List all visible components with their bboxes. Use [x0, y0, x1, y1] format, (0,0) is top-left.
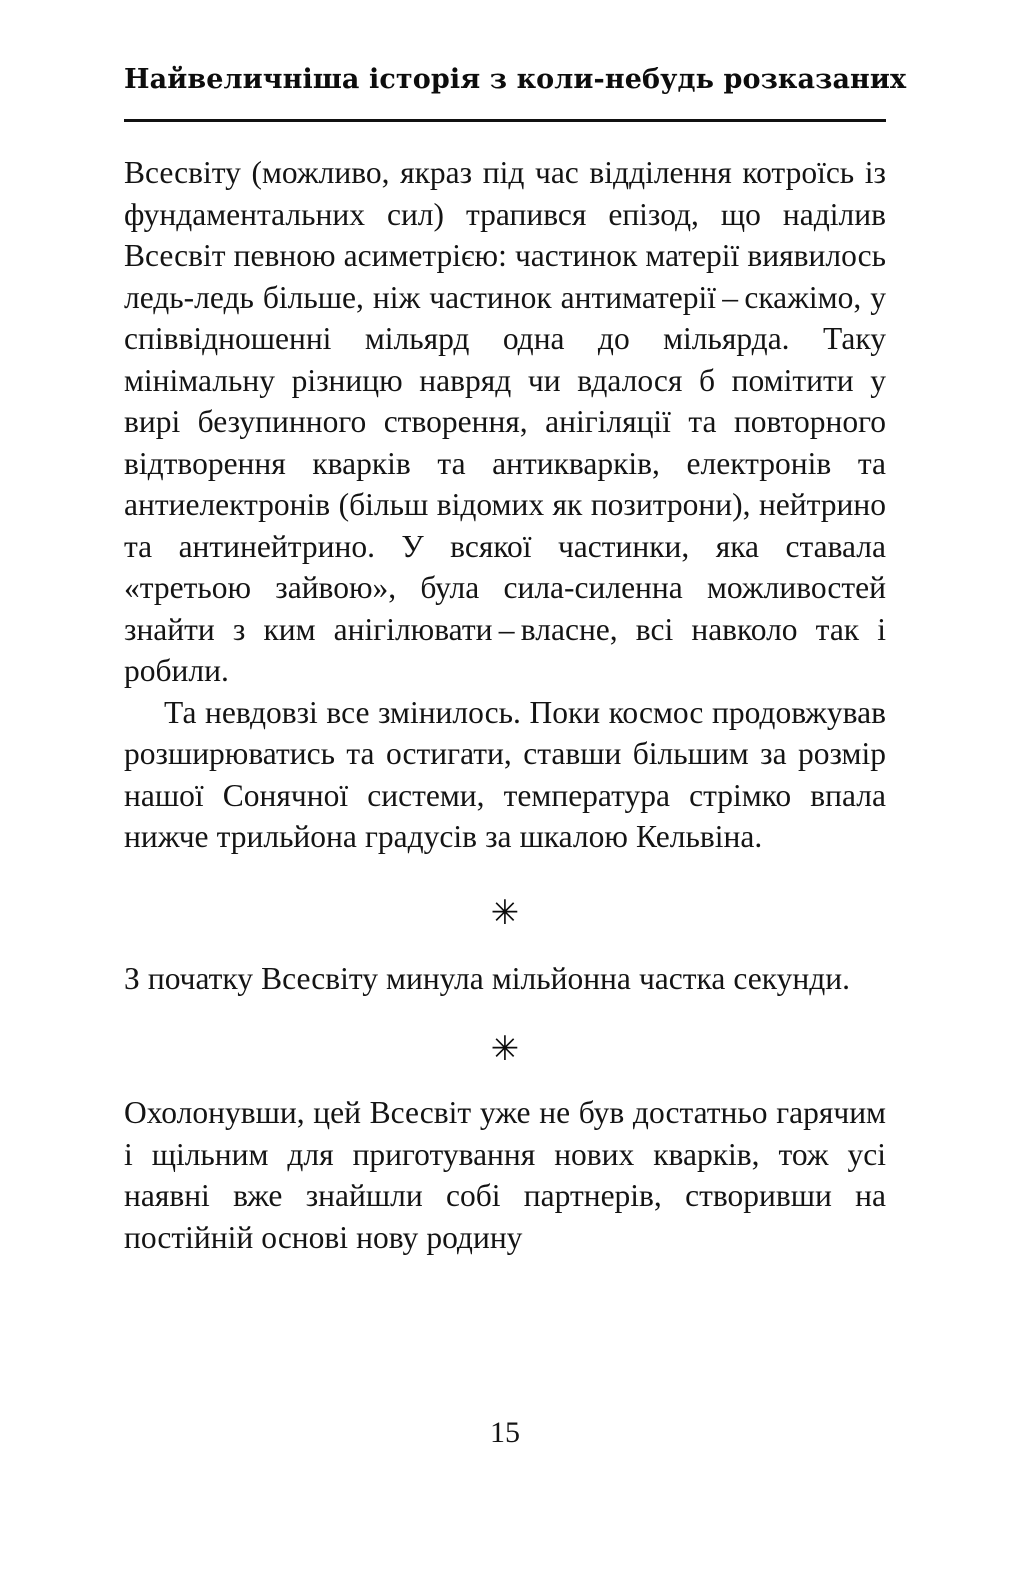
body-text-block	[124, 152, 886, 1258]
spacer	[124, 930, 886, 958]
page-number: 15	[490, 1416, 520, 1449]
asterisk-ornament-icon: ✳	[490, 892, 520, 933]
paragraph: З початку Всесвіту минула мільйонна частка секунди.	[124, 960, 850, 996]
spacer	[124, 1066, 886, 1092]
running-head-title: Найвеличніша історія з коли-небудь розказаних	[124, 64, 907, 95]
paragraph: Охолонувши, цей Всесвіт уже не був достатньо гарячим і щільним для приготування нових кварків, тож усі наявні вже знайшли собі партнерів, створивши на постійній основі нову родину	[124, 1095, 886, 1255]
asterisk-ornament-icon: ✳	[490, 1029, 520, 1069]
header-rule-divider	[124, 119, 886, 122]
paragraph: Всесвіту (можливо, якраз під час відділення котроїсь із фундаментальних сил) трапився епізод, що наділив Всесвіт певною асиметрією: частинок матерії виявилось ледь-ледь більше, ніж частинок антиматерії – скажімо, у співвідношенні мільярд одна до мільярда. Таку мінімальну різницю навряд чи вдалося б помітити у вирі безупинного створення, анігіляції та повторного відтворення кварків та антикварків, електронів та антиелектронів (більш відомих як позитрони), нейтрино та антинейтрино. У всякої частинки, яка ставала «третьою зайвою», була сила-силенна можливостей знайти з ким анігілювати – власне, всі навколо так і робили.	[124, 155, 886, 688]
paragraph: Та невдовзі все змінилось. Поки космос продовжував розширюватись та остигати, ставши більшим за розмір нашої Сонячної системи, температура стрімко впала нижче трильйона градусів за шкалою Кельвіна.	[124, 694, 886, 854]
